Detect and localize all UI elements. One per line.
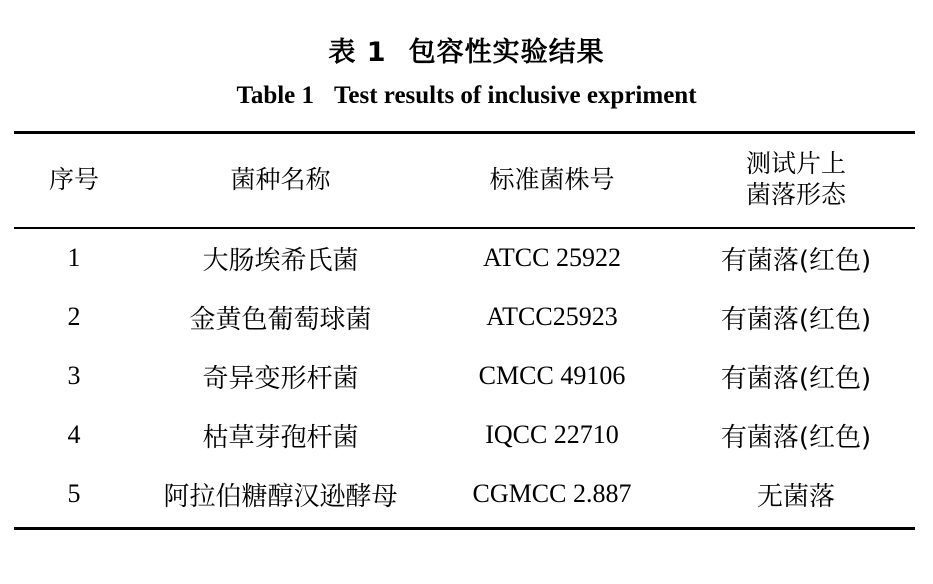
- column-header-no: 序号: [14, 133, 134, 228]
- caption-chinese: [14, 0, 919, 68]
- table-header-row: [14, 133, 915, 228]
- caption-chinese-label: 表 1: [328, 37, 387, 68]
- table-row: [14, 228, 915, 288]
- cell-no: 1: [67, 243, 81, 273]
- caption-english: [14, 68, 919, 110]
- cell-species: 奇异变形杆菌: [202, 363, 359, 394]
- table-caption: [14, 0, 919, 109]
- results-table: [14, 131, 915, 530]
- cell-morphology: 无菌落: [677, 465, 915, 529]
- cell-no: 5: [14, 465, 134, 529]
- cell-strain: ATCC 25922: [483, 243, 621, 273]
- cell-strain: ATCC25923: [486, 302, 618, 332]
- column-header-morphology-line2: 菌落形态: [745, 180, 846, 210]
- caption-english-label: Table 1: [236, 81, 315, 109]
- cell-species: 枯草芽孢杆菌: [202, 422, 359, 453]
- cell-strain: CGMCC 2.887: [427, 465, 677, 529]
- cell-morphology: 有菌落(红色): [720, 245, 872, 276]
- caption-english-title: Test results of inclusive expriment: [334, 81, 697, 109]
- cell-no: 4: [67, 420, 81, 450]
- table-row: [14, 465, 915, 529]
- column-header-morphology: [677, 133, 915, 228]
- column-header-species: 菌种名称: [134, 133, 427, 228]
- cell-morphology: 有菌落(红色): [720, 304, 872, 335]
- cell-no: 2: [67, 302, 81, 332]
- cell-no: 3: [67, 361, 81, 391]
- table-row: [14, 288, 915, 347]
- table-row: [14, 406, 915, 465]
- column-header-strain: 标准菌株号: [427, 133, 677, 228]
- cell-species: 大肠埃希氏菌: [202, 245, 359, 276]
- column-header-morphology-line1: 测试片上: [745, 149, 846, 179]
- cell-morphology: 有菌落(红色): [720, 422, 872, 453]
- cell-morphology: 有菌落(红色): [720, 363, 872, 394]
- table-body: [14, 228, 915, 529]
- cell-species: 金黄色葡萄球菌: [189, 304, 372, 335]
- cell-species: 阿拉伯糖醇汉逊酵母: [134, 465, 427, 529]
- cell-strain: CMCC 49106: [478, 361, 626, 391]
- table-header: [14, 133, 915, 228]
- cell-strain: IQCC 22710: [485, 420, 619, 450]
- table-row: [14, 347, 915, 406]
- caption-chinese-title: 包容性实验结果: [408, 37, 605, 68]
